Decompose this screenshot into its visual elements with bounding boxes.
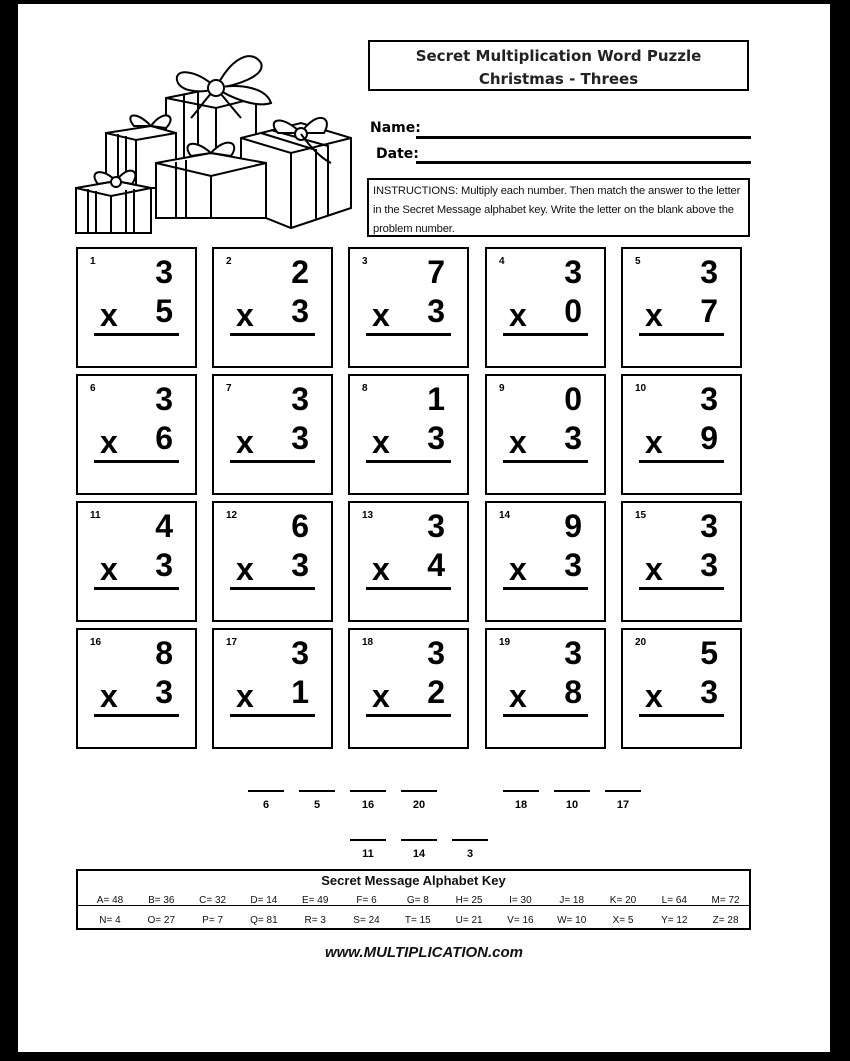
problem-card (485, 247, 606, 368)
problem-card (212, 501, 333, 622)
problem-card (485, 628, 606, 749)
christmas-gifts-illustration (66, 38, 366, 238)
problem-bottom-factor: 8 (564, 674, 582, 710)
problem-bottom-factor: 3 (291, 547, 309, 583)
problem-number: 3 (362, 256, 368, 267)
blank-line (452, 839, 488, 848)
alphabet-key-entry: B= 36 (148, 895, 175, 906)
multiply-sign: x (645, 551, 663, 587)
blank-problem-number: 17 (616, 799, 630, 811)
blank-problem-number: 11 (362, 848, 374, 860)
alphabet-key-row-1 (78, 895, 749, 909)
alphabet-key-entry: O= 27 (147, 915, 176, 926)
problem-number: 11 (90, 510, 101, 521)
blank-line (350, 790, 386, 799)
problem-bottom-factor: 5 (155, 293, 173, 329)
multiply-sign: x (236, 678, 254, 714)
problem-top-factor: 3 (155, 254, 173, 290)
blank-problem-number: 10 (565, 799, 579, 811)
multiply-sign: x (372, 678, 390, 714)
blank-line (605, 790, 641, 799)
multiply-sign: x (236, 551, 254, 587)
problem-card (348, 628, 469, 749)
blank-line (503, 790, 539, 799)
problem-bottom-factor: 7 (700, 293, 718, 329)
alphabet-key-entry: X= 5 (612, 915, 634, 926)
problem-number: 12 (226, 510, 238, 521)
answer-rule (639, 587, 724, 590)
alphabet-key-row-2 (78, 915, 749, 929)
answer-rule (94, 587, 179, 590)
blank-problem-number: 6 (262, 799, 270, 811)
problem-card (621, 374, 742, 495)
alphabet-key-entry: Y= 12 (661, 915, 688, 926)
answer-rule (230, 587, 315, 590)
date-field (376, 146, 419, 162)
problem-top-factor: 3 (700, 508, 718, 544)
problem-number: 2 (226, 256, 232, 267)
alphabet-key-entry: H= 25 (455, 895, 483, 906)
problem-card (348, 247, 469, 368)
answer-rule (366, 460, 451, 463)
message-blank[interactable] (299, 790, 335, 811)
message-blank[interactable] (401, 790, 437, 811)
multiply-sign: x (100, 551, 118, 587)
instructions-box: INSTRUCTIONS: Multiply each number. Then match the answer to the letter in the Secret Message alphabet key. Write the letter on the blank above the problem number. (367, 178, 750, 237)
blank-line (248, 790, 284, 799)
problem-card (76, 501, 197, 622)
problem-card (621, 501, 742, 622)
alphabet-key-entry: T= 15 (404, 915, 431, 926)
multiply-sign: x (645, 678, 663, 714)
multiply-sign: x (509, 678, 527, 714)
alphabet-key-entry: J= 18 (559, 895, 585, 906)
problem-bottom-factor: 3 (564, 420, 582, 456)
problem-top-factor: 9 (564, 508, 582, 544)
answer-rule (230, 333, 315, 336)
problem-card (212, 628, 333, 749)
blank-line (350, 839, 386, 848)
message-blank[interactable] (401, 839, 437, 860)
problem-top-factor: 3 (427, 635, 445, 671)
name-label: Name: (370, 120, 421, 136)
problem-top-factor: 8 (155, 635, 173, 671)
multiply-sign: x (100, 297, 118, 333)
answer-rule (503, 333, 588, 336)
answer-rule (639, 460, 724, 463)
problem-top-factor: 6 (291, 508, 309, 544)
problem-card (621, 247, 742, 368)
blank-line (554, 790, 590, 799)
alphabet-key-title: Secret Message Alphabet Key (321, 873, 506, 888)
multiply-sign: x (509, 424, 527, 460)
problem-bottom-factor: 3 (564, 547, 582, 583)
problem-top-factor: 3 (700, 381, 718, 417)
blank-line (299, 790, 335, 799)
answer-rule (230, 714, 315, 717)
problem-top-factor: 1 (427, 381, 445, 417)
website-footer[interactable]: www.MULTIPLICATION.com (324, 944, 524, 961)
problem-number: 8 (362, 383, 368, 394)
problem-number: 17 (226, 637, 238, 648)
problem-card (76, 628, 197, 749)
problem-bottom-factor: 3 (155, 547, 173, 583)
problem-card (212, 247, 333, 368)
problem-number: 5 (635, 256, 641, 267)
problem-number: 9 (499, 383, 505, 394)
problem-number: 16 (90, 637, 102, 648)
alphabet-key-entry: Z= 28 (712, 915, 739, 926)
alphabet-key-entry: D= 14 (250, 895, 278, 906)
problem-bottom-factor: 2 (427, 674, 445, 710)
answer-rule (639, 714, 724, 717)
blank-problem-number: 16 (361, 799, 375, 811)
problem-top-factor: 3 (291, 635, 309, 671)
problem-top-factor: 3 (564, 254, 582, 290)
alphabet-key-entry: S= 24 (353, 915, 380, 926)
problem-top-factor: 4 (155, 508, 173, 544)
multiply-sign: x (372, 424, 390, 460)
title-line-2: Christmas - Threes (478, 70, 639, 88)
message-blank[interactable] (605, 790, 641, 811)
problem-card (76, 374, 197, 495)
problem-card (485, 374, 606, 495)
answer-rule (503, 587, 588, 590)
multiply-sign: x (100, 678, 118, 714)
problem-top-factor: 3 (291, 381, 309, 417)
message-blank[interactable] (452, 839, 488, 860)
problem-number: 14 (499, 510, 511, 521)
alphabet-key-entry: U= 21 (455, 915, 483, 926)
blank-problem-number: 18 (514, 799, 528, 811)
worksheet-page (18, 4, 830, 1052)
problem-card (348, 501, 469, 622)
message-blank[interactable] (554, 790, 590, 811)
problem-bottom-factor: 3 (700, 547, 718, 583)
blank-problem-number: 14 (412, 848, 426, 860)
problem-top-factor: 3 (155, 381, 173, 417)
problem-bottom-factor: 3 (291, 420, 309, 456)
problem-bottom-factor: 9 (700, 420, 718, 456)
name-field (370, 120, 421, 136)
problem-number: 18 (362, 637, 374, 648)
multiply-sign: x (645, 297, 663, 333)
alphabet-key-entry: N= 4 (99, 915, 121, 926)
problem-number: 19 (499, 637, 511, 648)
problem-bottom-factor: 3 (700, 674, 718, 710)
problem-top-factor: 3 (700, 254, 718, 290)
problem-top-factor: 3 (564, 635, 582, 671)
problem-card (485, 501, 606, 622)
problem-bottom-factor: 1 (291, 674, 309, 710)
message-blank[interactable] (503, 790, 539, 811)
answer-rule (366, 333, 451, 336)
problem-number: 4 (499, 256, 505, 267)
blank-problem-number: 20 (412, 799, 426, 811)
message-blank[interactable] (248, 790, 284, 811)
problem-top-factor: 2 (291, 254, 309, 290)
problem-number: 13 (362, 510, 374, 521)
multiply-sign: x (372, 551, 390, 587)
answer-rule (366, 714, 451, 717)
alphabet-key-entry: Q= 81 (250, 915, 278, 926)
alphabet-key-entry: V= 16 (507, 915, 534, 926)
multiply-sign: x (645, 424, 663, 460)
problem-top-factor: 7 (427, 254, 445, 290)
alphabet-key-divider (78, 905, 749, 906)
problem-top-factor: 5 (700, 635, 718, 671)
alphabet-key-entry: P= 7 (202, 915, 224, 926)
alphabet-key-entry: K= 20 (609, 895, 637, 906)
problem-top-factor: 0 (564, 381, 582, 417)
answer-rule (94, 460, 179, 463)
blank-problem-number: 3 (466, 848, 474, 860)
problem-number: 6 (90, 383, 96, 394)
problem-bottom-factor: 3 (155, 674, 173, 710)
alphabet-key-entry: L= 64 (661, 895, 687, 906)
problem-number: 15 (635, 510, 647, 521)
multiply-sign: x (509, 551, 527, 587)
problem-card (621, 628, 742, 749)
problem-bottom-factor: 6 (155, 420, 173, 456)
alphabet-key-entry: F= 6 (356, 895, 377, 906)
alphabet-key-entry: A= 48 (96, 895, 124, 906)
alphabet-key-entry: C= 32 (199, 895, 227, 906)
message-blank[interactable] (350, 790, 386, 811)
multiply-sign: x (372, 297, 390, 333)
problem-bottom-factor: 0 (564, 293, 582, 329)
problem-number: 1 (90, 256, 96, 267)
problem-card (76, 247, 197, 368)
alphabet-key (76, 869, 751, 930)
multiply-sign: x (100, 424, 118, 460)
problem-number: 7 (226, 383, 232, 394)
alphabet-key-entry: W= 10 (557, 915, 587, 926)
problem-top-factor: 3 (427, 508, 445, 544)
problem-bottom-factor: 4 (427, 547, 445, 583)
answer-rule (503, 714, 588, 717)
multiply-sign: x (236, 297, 254, 333)
title-line-1: Secret Multiplication Word Puzzle (415, 47, 702, 65)
blank-line (401, 790, 437, 799)
alphabet-key-entry: M= 72 (711, 895, 740, 906)
blank-line (401, 839, 437, 848)
problem-bottom-factor: 3 (291, 293, 309, 329)
answer-rule (94, 333, 179, 336)
date-line[interactable] (416, 161, 751, 164)
multiply-sign: x (236, 424, 254, 460)
blank-problem-number: 5 (313, 799, 321, 811)
alphabet-key-entry: R= 3 (304, 915, 326, 926)
answer-rule (366, 587, 451, 590)
answer-rule (503, 460, 588, 463)
alphabet-key-entry: E= 49 (301, 895, 329, 906)
answer-rule (639, 333, 724, 336)
alphabet-key-entry: I= 30 (509, 895, 532, 906)
answer-rule (94, 714, 179, 717)
problem-card (348, 374, 469, 495)
worksheet-title (368, 40, 749, 91)
name-line[interactable] (416, 136, 751, 139)
problem-number: 20 (635, 637, 647, 648)
alphabet-key-entry: G= 8 (406, 895, 429, 906)
problem-card (212, 374, 333, 495)
problem-number: 10 (635, 383, 647, 394)
message-blank[interactable] (350, 839, 386, 860)
problem-bottom-factor: 3 (427, 420, 445, 456)
multiply-sign: x (509, 297, 527, 333)
problem-bottom-factor: 3 (427, 293, 445, 329)
answer-rule (230, 460, 315, 463)
date-label: Date: (376, 146, 419, 162)
